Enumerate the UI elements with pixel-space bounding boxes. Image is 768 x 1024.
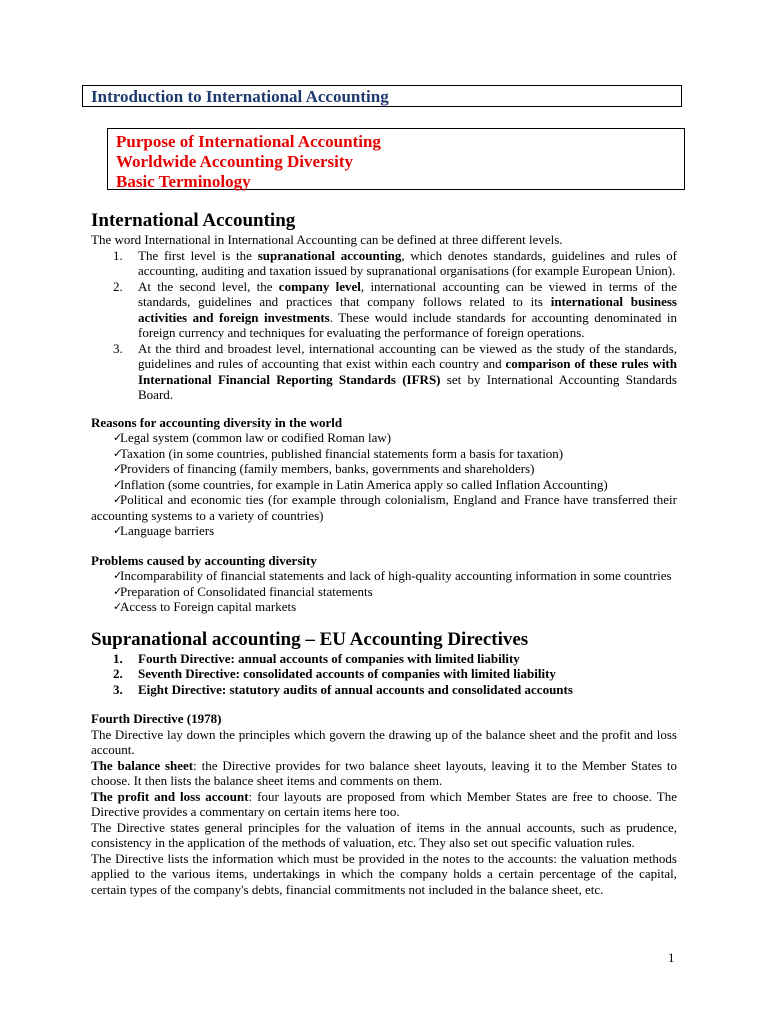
directives-list: [91, 651, 677, 698]
topic-diversity: Worldwide Accounting Diversity: [116, 152, 354, 171]
notes-paragraph: The Directive lists the information which must be provided in the notes to the accounts: the valuation methods applied to the various items, undertakings in which the company holds a certain percentage of the capital, certain types of the company's debts, financial commitments not included in the balance sheet, etc.: [91, 850, 677, 897]
page-number: 1: [668, 950, 675, 965]
list-item: ✓ Preparation of Consolidated financial statements: [113, 583, 373, 599]
topic-terminology: Basic Terminology: [116, 172, 251, 191]
list-number: 2.: [113, 666, 123, 681]
profit-loss-paragraph: The profit and loss account: four layouts are proposed from which Member States are free to choose. The Directive provides a commentary on certain items here too.: [91, 788, 677, 819]
directive-item: 2. Seventh Directive: consolidated accounts of companies with limited liability: [113, 666, 556, 681]
problems-heading: Problems caused by accounting diversity: [91, 552, 317, 568]
list-number: 2.: [113, 278, 123, 294]
checkmark-icon: ✓: [113, 600, 123, 613]
reasons-heading: Reasons for accounting diversity in the world: [91, 414, 343, 430]
list-item: ✓ Taxation (in some countries, published financial statements form a basis for taxation): [113, 445, 564, 461]
topics-box: [107, 128, 685, 190]
fourth-directive-paragraph: The Directive lay down the principles which govern the drawing up of the balance sheet and the profit and loss account.: [91, 726, 677, 757]
checkmark-icon: ✓: [113, 446, 123, 460]
emphasis: international business activities and foreign investments: [138, 294, 677, 325]
list-number: 3.: [113, 340, 123, 356]
directive-item: 1. Fourth Directive: annual accounts of companies with limited liability: [113, 650, 520, 666]
list-item: ✓ Providers of financing (family members, banks, governments and shareholders): [113, 461, 535, 476]
checkmark-icon: ✓: [113, 493, 123, 506]
emphasis: comparison of these rules with International Financial Reporting Standards (IFRS): [138, 356, 677, 387]
checkmark-icon: ✓: [113, 477, 123, 491]
checkmark-icon: ✓: [113, 462, 123, 475]
checkmark-icon: ✓: [113, 584, 123, 598]
balance-sheet-paragraph: The balance sheet: the Directive provides for two balance sheet layouts, leaving it to the Member States to choose. It then lists the balance sheet items and comments on them.: [91, 757, 677, 788]
checkmark-icon: ✓: [113, 431, 123, 444]
list-item: ✓ Political and economic ties (for example through colonialism, England and France have transferred their accounting systems to a variety of countries): [91, 492, 677, 523]
list-item: ✓ Incomparability of financial statements and lack of high-quality accounting information in some countries: [113, 568, 672, 583]
list-item: ✓ Legal system (common law or codified Roman law): [113, 430, 392, 445]
topic-purpose: Purpose of International Accounting: [116, 132, 381, 151]
international-accounting-heading: International Accounting: [91, 210, 296, 231]
valuation-paragraph: The Directive states general principles for the valuation of items in the annual accounts, such as prudence, consistency in the application of the methods of valuation, etc. They also set out specific valuation rules.: [91, 819, 677, 850]
list-item: ✓ Language barriers: [113, 523, 215, 538]
level-item: 2. At the second level, the company level, international accounting can be viewed in terms of the standards, guidelines and practices that company follows related to its international business activities and foreign investments. These would include standards for accounting denominated in foreign currency and techniques for evaluating the performance of foreign operations.: [113, 278, 677, 340]
list-item: ✓ Inflation (some countries, for example in Latin America apply so called Inflation Accounting): [113, 476, 608, 492]
problems-list: [91, 568, 677, 615]
list-number: 1.: [113, 247, 123, 263]
levels-list: [91, 248, 677, 403]
emphasis: company level: [278, 278, 361, 294]
document-body: [91, 210, 677, 897]
list-number: 1.: [113, 650, 123, 666]
checkmark-icon: ✓: [113, 524, 123, 537]
checkmark-icon: ✓: [113, 569, 123, 582]
list-number: 3.: [113, 681, 123, 697]
document-title: Introduction to International Accounting: [91, 87, 389, 106]
reasons-list: [91, 430, 677, 539]
level-item: 3. At the third and broadest level, international accounting can be viewed as the study of the standards, guidelines and rules of accounting that exist within each country and comparison of these rules with International Financial Reporting Standards (IFRS) set by International Accounting Standards Board.: [113, 340, 677, 402]
supranational-heading: Supranational accounting – EU Accounting Directives: [91, 628, 529, 650]
level-item: 1. The first level is the supranational accounting, which denotes standards, guidelines and rules of accounting, auditing and taxation issued by supranational organisations (for example European Union).: [113, 247, 677, 278]
emphasis: supranational accounting: [257, 247, 402, 263]
list-item: ✓ Access to Foreign capital markets: [113, 599, 297, 614]
intro-paragraph: The word International in International Accounting can be defined at three different levels.: [91, 232, 563, 247]
directive-item: 3. Eight Directive: statutory audits of annual accounts and consolidated accounts: [113, 681, 573, 697]
fourth-directive-heading: Fourth Directive (1978): [91, 711, 222, 726]
document-title-box: [82, 85, 682, 107]
